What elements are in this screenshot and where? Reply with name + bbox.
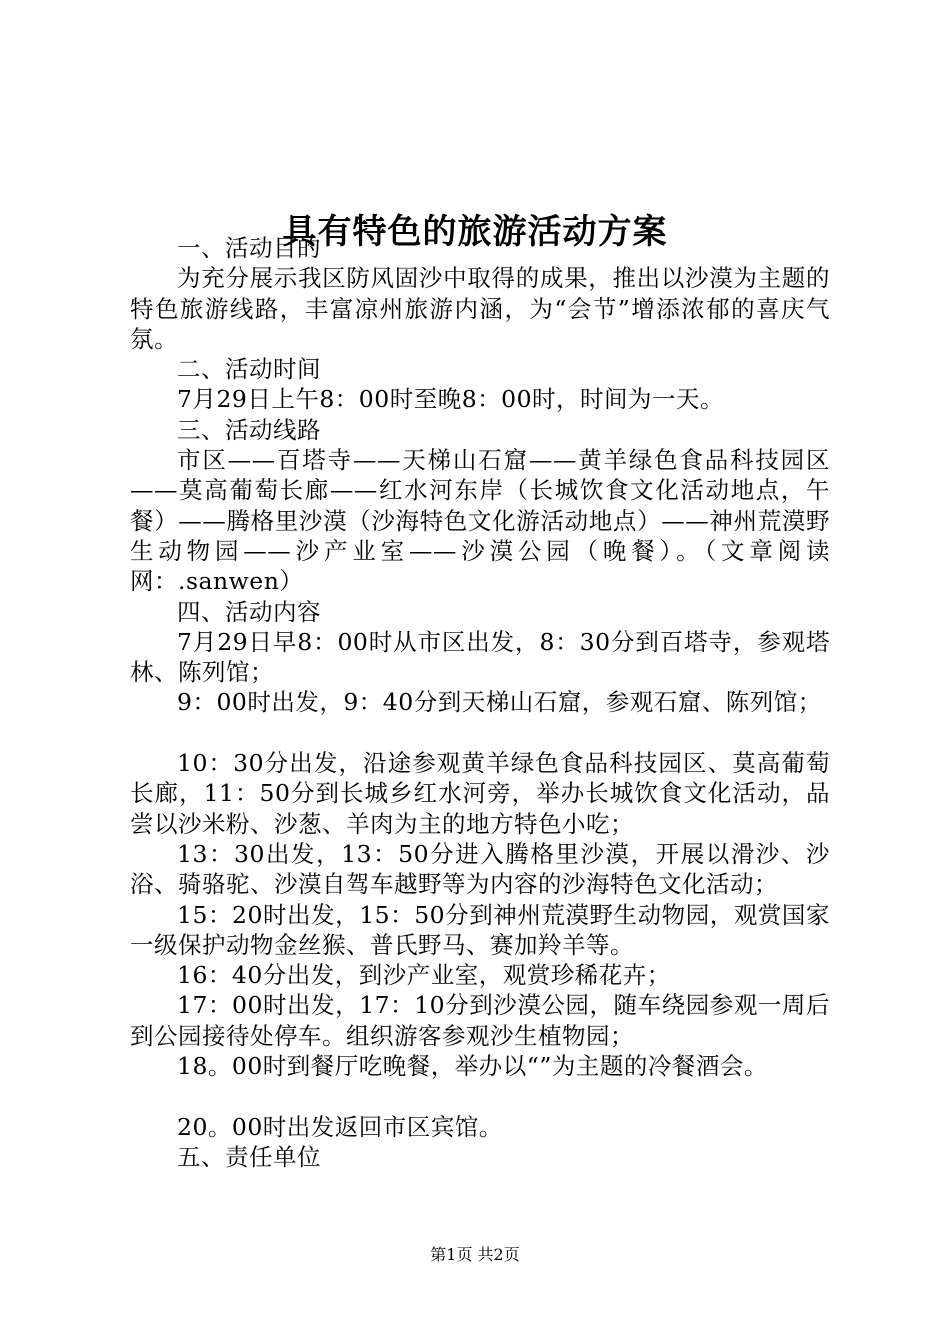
paragraph-content-item: 13：30出发，13：50分进入腾格里沙漠，开展以滑沙、沙浴、骑骆驼、沙漠自驾车越野等为内容的沙海特色文化活动； xyxy=(130,839,830,899)
paragraph-time: 7月29日上午8：00时至晚8：00时，时间为一天。 xyxy=(177,385,725,414)
section-heading-purpose: 一、活动目的 xyxy=(177,234,321,262)
document-body xyxy=(130,233,830,1172)
paragraph-content-item: 17：00时出发，17：10分到沙漠公园，随车绕园参观一周后到公园接待处停车。组织游客参观沙生植物园； xyxy=(130,991,830,1050)
page-number: 第1页 共2页 xyxy=(430,1245,520,1264)
section-heading-content: 四、活动内容 xyxy=(177,597,321,626)
paragraph-content-item: 10：30分出发，沿途参观黄羊绿色食品科技园区、莫高葡萄长廊，11：50分到长城乡红水河旁，举办长城饮食文化活动，品尝以沙米粉、沙葱、羊肉为主的地方特色小吃； xyxy=(130,749,830,838)
section-heading-time: 二、活动时间 xyxy=(177,355,321,384)
section-heading-route: 三、活动线路 xyxy=(177,415,321,444)
paragraph-route: 市区——百塔寺——天梯山石窟——黄羊绿色食品科技园区——莫高葡萄长廊——红水河东岸（长城饮食文化活动地点，午餐）——腾格里沙漠（沙海特色文化游活动地点）——神州荒漠野生动物园——沙产业室——沙漠公园（晚餐）。（文章阅读网：.sanwen） xyxy=(130,446,830,596)
paragraph-purpose: 为充分展示我区防风固沙中取得的成果，推出以沙漠为主题的特色旅游线路，丰富凉州旅游内涵，为“会节”增添浓郁的喜庆气氛。 xyxy=(130,264,830,353)
paragraph-content-item: 18。00时到餐厅吃晚餐，举办以“”为主题的冷餐酒会。 xyxy=(177,1052,768,1081)
paragraph-content-item: 16：40分出发，到沙产业室，观赏珍稀花卉； xyxy=(177,961,671,990)
paragraph-content-item: 20。00时出发返回市区宾馆。 xyxy=(177,1112,503,1141)
paragraph-content-item: 15：20时出发，15：50分到神州荒漠野生动物园，观赏国家一级保护动物金丝猴、普氏野马、赛加羚羊等。 xyxy=(130,900,830,959)
paragraph-content-item: 9：00时出发，9：40分到天梯山石窟，参观石窟、陈列馆； xyxy=(177,688,822,717)
paragraph-content-item: 7月29日早8：00时从市区出发，8：30分到百塔寺，参观塔林、陈列馆； xyxy=(130,627,830,687)
document-title: 具有特色的旅游活动方案 xyxy=(282,211,668,252)
section-heading-responsible-unit: 五、责任单位 xyxy=(177,1142,321,1171)
